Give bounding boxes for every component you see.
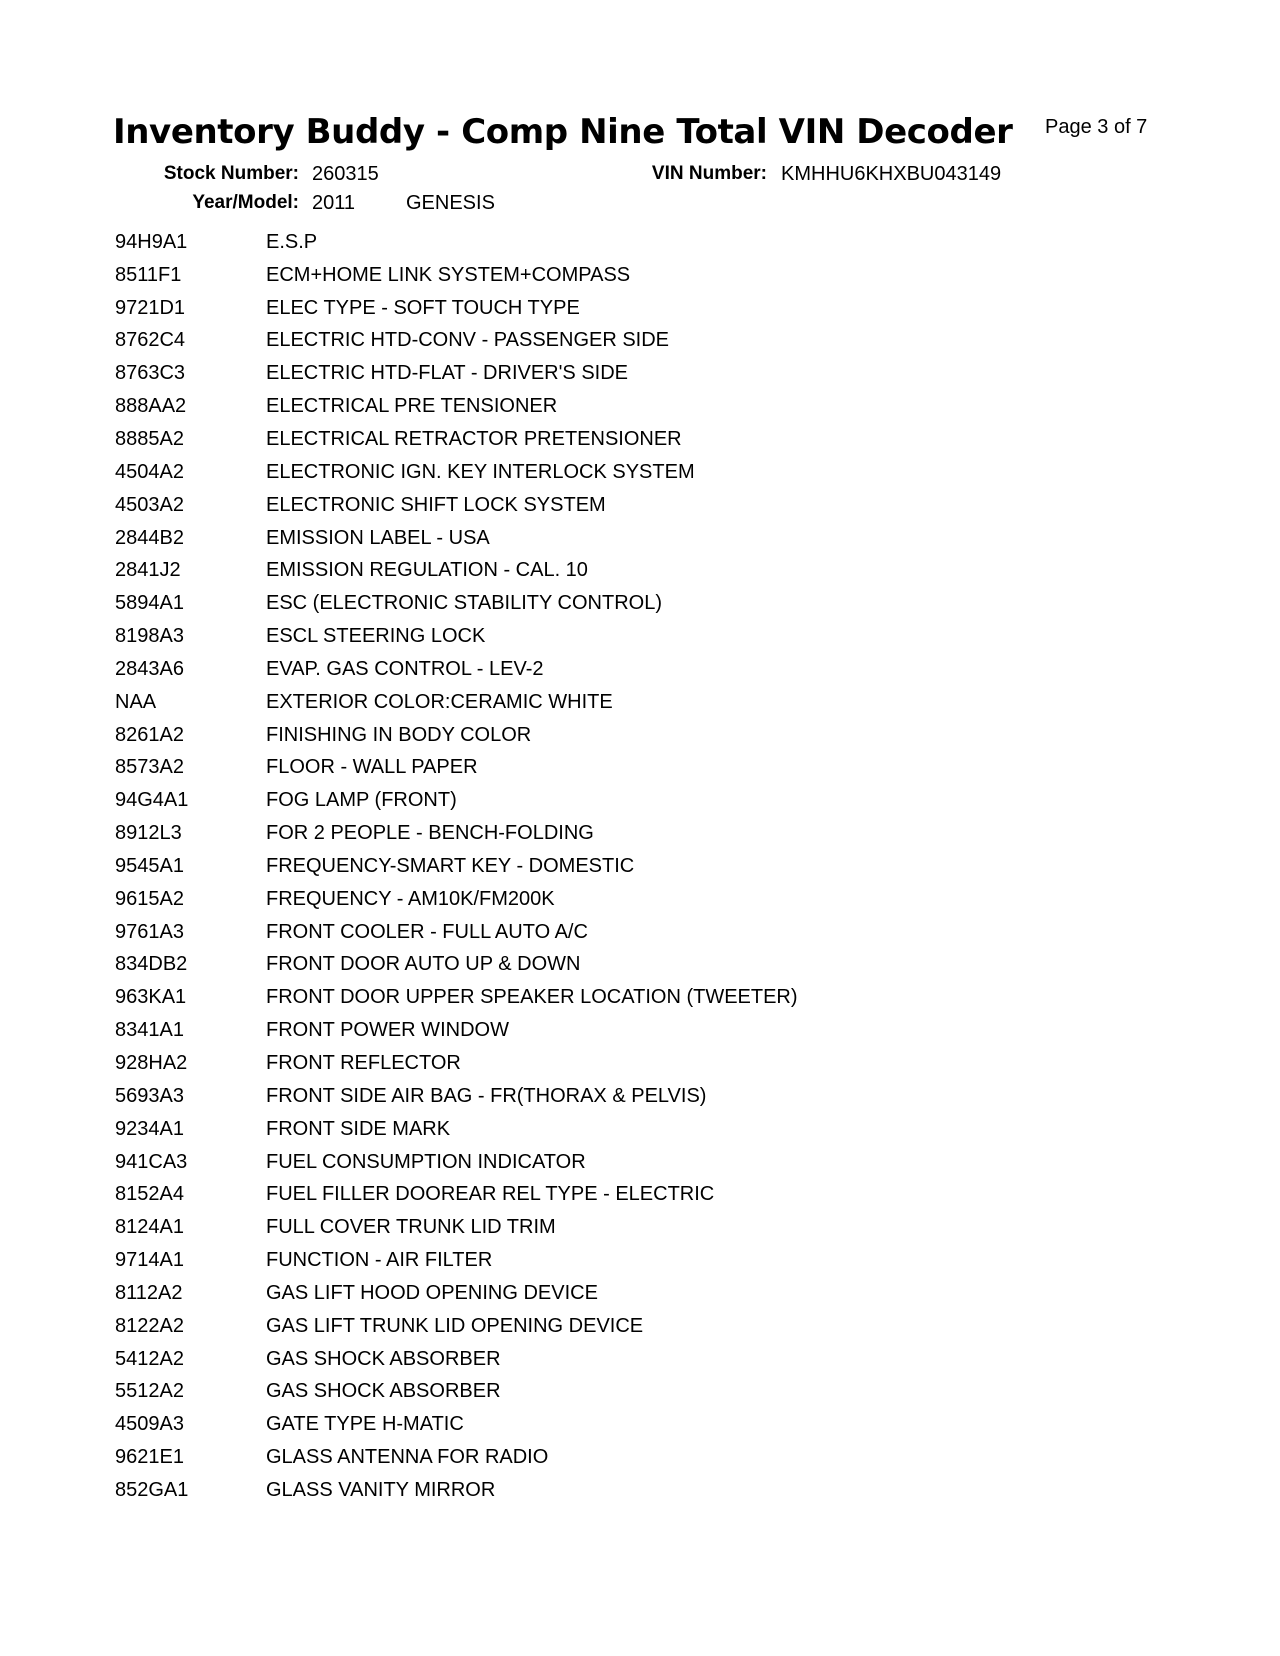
- option-code: 9761A3: [115, 920, 184, 943]
- option-row: [115, 784, 798, 817]
- option-description: FUEL FILLER DOOREAR REL TYPE - ELECTRIC: [266, 1183, 715, 1206]
- option-row: [115, 1474, 798, 1507]
- option-description: ELECTRONIC SHIFT LOCK SYSTEM: [266, 493, 606, 516]
- option-code: 852GA1: [115, 1478, 189, 1501]
- option-code: 94G4A1: [115, 789, 189, 812]
- option-description: ELECTRICAL RETRACTOR PRETENSIONER: [266, 427, 682, 450]
- option-description: FINISHING IN BODY COLOR: [266, 723, 532, 746]
- option-row: [115, 1277, 798, 1310]
- option-row: [115, 1408, 798, 1441]
- option-description: FRONT REFLECTOR: [266, 1052, 461, 1075]
- option-code: 4509A3: [115, 1413, 184, 1436]
- option-code: 8341A1: [115, 1019, 184, 1042]
- option-description: GAS SHOCK ABSORBER: [266, 1347, 501, 1370]
- option-row: [115, 1047, 798, 1080]
- option-code: 5693A3: [115, 1084, 184, 1107]
- year-value: 2011: [312, 192, 356, 214]
- option-code: 9545A1: [115, 854, 184, 877]
- option-description: FUNCTION - AIR FILTER: [266, 1249, 493, 1272]
- option-code-list: [115, 226, 798, 1507]
- option-row: [115, 620, 798, 653]
- stock-number-value: 260315: [312, 163, 379, 185]
- option-code: 888AA2: [115, 395, 187, 418]
- option-code: 9615A2: [115, 887, 184, 910]
- option-description: FULL COVER TRUNK LID TRIM: [266, 1216, 556, 1239]
- option-code: 928HA2: [115, 1052, 188, 1075]
- option-row: [115, 1146, 798, 1179]
- option-code: 9721D1: [115, 296, 186, 319]
- option-code: 8112A2: [115, 1281, 183, 1304]
- vin-number-label: VIN Number:: [651, 163, 767, 184]
- option-row: [115, 1244, 798, 1277]
- option-code: 8198A3: [115, 625, 184, 648]
- option-description: GAS SHOCK ABSORBER: [266, 1380, 501, 1403]
- option-code: 9714A1: [115, 1249, 184, 1272]
- option-description: GAS LIFT HOOD OPENING DEVICE: [266, 1281, 598, 1304]
- option-row: [115, 817, 798, 850]
- model-value: GENESIS: [406, 192, 495, 214]
- option-row: [115, 259, 798, 292]
- option-row: [115, 1113, 798, 1146]
- option-row: [115, 292, 798, 325]
- option-description: E.S.P: [266, 230, 318, 253]
- option-code: 834DB2: [115, 953, 188, 976]
- option-description: ELECTRICAL PRE TENSIONER: [266, 395, 558, 418]
- option-row: [115, 686, 798, 719]
- option-description: FRONT DOOR AUTO UP & DOWN: [266, 953, 581, 976]
- option-description: ESCL STEERING LOCK: [266, 625, 486, 648]
- option-description: FRONT POWER WINDOW: [266, 1019, 509, 1042]
- option-row: [115, 981, 798, 1014]
- option-description: GLASS VANITY MIRROR: [266, 1478, 496, 1501]
- option-description: FRONT SIDE AIR BAG - FR(THORAX & PELVIS): [266, 1084, 707, 1107]
- option-row: [115, 1014, 798, 1047]
- option-description: FOR 2 PEOPLE - BENCH-FOLDING: [266, 822, 594, 845]
- option-row: [115, 587, 798, 620]
- option-description: FUEL CONSUMPTION INDICATOR: [266, 1150, 586, 1173]
- option-code: 5894A1: [115, 592, 184, 615]
- option-row: [115, 949, 798, 982]
- option-code: 941CA3: [115, 1150, 188, 1173]
- option-description: ESC (ELECTRONIC STABILITY CONTROL): [266, 592, 662, 615]
- option-code: 8885A2: [115, 427, 184, 450]
- option-code: 4504A2: [115, 460, 184, 483]
- option-code: 8573A2: [115, 756, 184, 779]
- option-row: [115, 752, 798, 785]
- option-row: [115, 1211, 798, 1244]
- year-model-label: Year/Model:: [192, 192, 299, 213]
- option-description: EMISSION LABEL - USA: [266, 526, 490, 549]
- option-code: 4503A2: [115, 493, 184, 516]
- option-code: 8122A2: [115, 1314, 184, 1337]
- option-code: 2843A6: [115, 657, 184, 680]
- option-row: [115, 1310, 798, 1343]
- option-row: [115, 554, 798, 587]
- option-code: 8152A4: [115, 1183, 184, 1206]
- option-row: [115, 357, 798, 390]
- option-description: ELEC TYPE - SOFT TOUCH TYPE: [266, 296, 580, 319]
- option-row: [115, 1441, 798, 1474]
- option-description: FRONT COOLER - FULL AUTO A/C: [266, 920, 588, 943]
- option-row: [115, 226, 798, 259]
- option-code: 5412A2: [115, 1347, 184, 1370]
- option-code: NAA: [115, 690, 157, 713]
- option-row: [115, 325, 798, 358]
- option-description: FOG LAMP (FRONT): [266, 789, 457, 812]
- option-row: [115, 522, 798, 555]
- option-row: [115, 850, 798, 883]
- option-row: [115, 653, 798, 686]
- page-indicator: Page 3 of 7: [1045, 116, 1148, 138]
- option-description: FREQUENCY-SMART KEY - DOMESTIC: [266, 854, 635, 877]
- option-description: FRONT SIDE MARK: [266, 1117, 451, 1140]
- option-code: 94H9A1: [115, 230, 188, 253]
- option-code: 2841J2: [115, 559, 181, 582]
- option-row: [115, 423, 798, 456]
- option-description: FLOOR - WALL PAPER: [266, 756, 478, 779]
- vin-number-value: KMHHU6KHXBU043149: [781, 163, 1002, 185]
- option-description: ELECTRIC HTD-FLAT - DRIVER'S SIDE: [266, 362, 629, 385]
- option-description: ELECTRONIC IGN. KEY INTERLOCK SYSTEM: [266, 460, 695, 483]
- option-code: 9621E1: [115, 1446, 184, 1469]
- option-description: EXTERIOR COLOR:CERAMIC WHITE: [266, 690, 613, 713]
- option-code: 8511F1: [115, 263, 182, 286]
- option-code: 963KA1: [115, 986, 187, 1009]
- option-description: EMISSION REGULATION - CAL. 10: [266, 559, 588, 582]
- option-row: [115, 1080, 798, 1113]
- option-code: 8912L3: [115, 822, 182, 845]
- option-description: ELECTRIC HTD-CONV - PASSENGER SIDE: [266, 329, 670, 352]
- option-description: ECM+HOME LINK SYSTEM+COMPASS: [266, 263, 631, 286]
- option-row: [115, 1376, 798, 1409]
- option-description: GATE TYPE H-MATIC: [266, 1413, 464, 1436]
- option-code: 8763C3: [115, 362, 186, 385]
- option-description: EVAP. GAS CONTROL - LEV-2: [266, 657, 544, 680]
- option-code: 9234A1: [115, 1117, 184, 1140]
- option-code: 5512A2: [115, 1380, 184, 1403]
- option-row: [115, 456, 798, 489]
- option-description: GLASS ANTENNA FOR RADIO: [266, 1446, 549, 1469]
- stock-number-label: Stock Number:: [163, 163, 299, 184]
- option-description: FREQUENCY - AM10K/FM200K: [266, 887, 555, 910]
- option-code: 2844B2: [115, 526, 184, 549]
- option-code: 8762C4: [115, 329, 186, 352]
- option-row: [115, 390, 798, 423]
- option-row: [115, 719, 798, 752]
- option-row: [115, 916, 798, 949]
- option-description: GAS LIFT TRUNK LID OPENING DEVICE: [266, 1314, 644, 1337]
- option-code: 8124A1: [115, 1216, 184, 1239]
- document-title: Inventory Buddy - Comp Nine Total VIN Decoder: [113, 112, 1013, 152]
- option-row: [115, 1343, 798, 1376]
- option-code: 8261A2: [115, 723, 184, 746]
- option-row: [115, 883, 798, 916]
- option-description: FRONT DOOR UPPER SPEAKER LOCATION (TWEETER): [266, 986, 798, 1009]
- option-row: [115, 1178, 798, 1211]
- option-row: [115, 489, 798, 522]
